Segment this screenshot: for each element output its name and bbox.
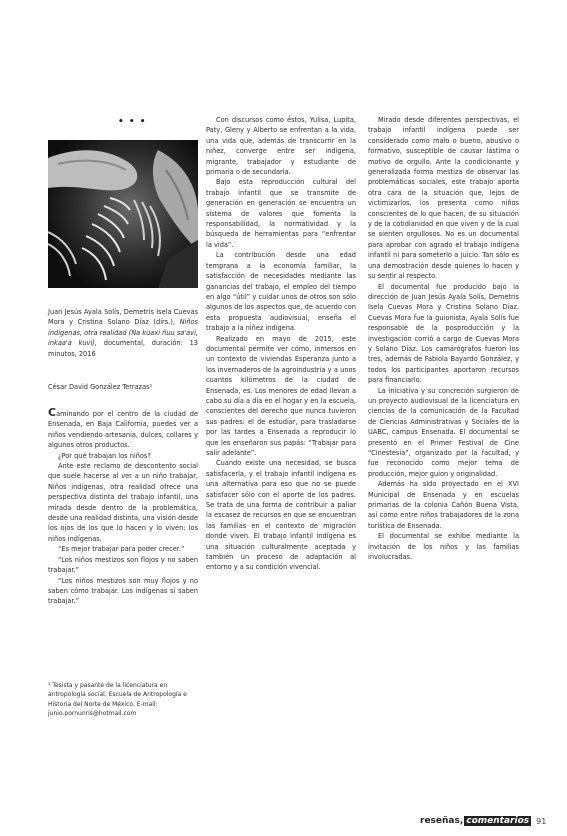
- paragraph: Ante este reclamo de descontento social que suele hacerse al ver a un niño trabajar, Niños indígenas, otra realidad ofrece una perspectiva distinta del trabajo infantil, una mirada desde dentro de la problemática, desde una realidad distinta, una visión desde los ojos de los que lo hacen y lo viven: los niños indígenas.: [48, 462, 198, 543]
- column-1: [48, 408, 198, 607]
- documentary-title: Niños indígenas, otra realidad (Na kuaxi ñuu sa'avi, inkaa'a kuvi),: [48, 318, 198, 348]
- quote: “Es mejor trabajar para poder crecer.”: [58, 545, 185, 554]
- paragraph: El documental se exhibe mediante la invitación de los niños y las familias involucradas.: [368, 532, 519, 562]
- section-label: reseñas,: [420, 816, 464, 826]
- review-author: César David González Terrazas¹: [48, 383, 153, 391]
- documentary-photo: [48, 140, 198, 288]
- paragraph: Cuando existe una necesidad, se busca satisfacerla, y el trabajo infantil indígena es una alternativa para eso que no se puede satisfacer sólo con el aporte de los padres. Se trata de una forma de contribuir a paliar la escasez de recursos en que se encuentran las familias en el contexto de migración donde viven. El trabajo infantil indígena es una situación culturalmente aceptada y también un proceso de adaptación al entorno y a su condición vivencial.: [206, 459, 356, 572]
- hands-weaving-image: [48, 140, 198, 288]
- quote: “Los niños mestizos son flojos y no saben trabajar.”: [48, 555, 198, 575]
- paragraph: La contribución desde una edad temprana a la economía familiar, la satisfacción de necesidades mediante las ganancias del trabajo, el empleo del tiempo en algo “útil” y cuidar unos de otros son sólo algunos de los aspectos que, de acuerdo con esta propuesta audiovisual, enseña el trabajo a la niñez indígena.: [206, 251, 356, 333]
- credit-duration: documental, duración: 13 minutos, 2016: [48, 339, 198, 358]
- footnote: ¹ Tesista y pasante de la licenciatura en antropología social, Escuela de Antropología e Historia del Norte de México. E-mail: junio.pornunris@hotmail.com: [48, 682, 187, 718]
- column-3: [368, 115, 519, 562]
- credit-directors: Juan Jesús Ayala Solís, Demetris Isela Cuevas Mora y Cristina Solano Díaz (dirs.),: [48, 308, 198, 327]
- page-number: 91: [536, 816, 547, 826]
- paragraph: Mirado desde diferentes perspectivas, el trabajo infantil indígena puede ser considerado como malo o bueno, abusivo o formativo, susceptible de causar lástima o motivo de orgullo. Ante la condicionante y generalizada forma mestiza de observar las problemáticas sociales, este trabajo aporta otra cara de la situación que, lejos de victimizarlos, los presenta como niños conscientes de lo que hacen, de su situación y de la cotidianidad en que viven y de la cual se sienten orgullosos. No es un documental para aprobar con agrado el trabajo indígena infantil ni para someterlo a juicio. Tan sólo es una demostración desde quienes lo hacen y su sentir al respecto.: [368, 116, 519, 281]
- paragraph: El documental fue producido bajo la dirección de Juan Jesús Ayala Solís, Demetris Isela Cuevas Mora y Cristina Solano Díaz. Cuevas Mora fue la guionista, Ayala Solís fue responsable de la posproducción y la investigación corrió a cargo de Cuevas Mora y Solano Díaz. Los camarógrafos fueron los tres, además de Fabiola Bayardo González, y todos los participantes aportaron recursos para financiarlo.: [368, 282, 519, 385]
- ornament-dots: • • •: [118, 117, 147, 127]
- paragraph: Con discursos como éstos, Yulisa, Lupita, Paty, Gleny y Alberto se enfrentan a la vida, una vida que, además de transcurrir en la niñez, converge entre ser indígena, migrante, trabajador y estudiante de primaria o de secundaria.: [206, 116, 356, 177]
- page-footer: [420, 815, 546, 827]
- paragraph: Bajo esta reproducción cultural del trabajo infantil que se transmite de generación en generación se encuentra un sistema de valores que fomenta la responsabilidad, la normatividad y la búsqueda de herramientas para “enfrentar la vida”.: [206, 178, 356, 249]
- documentary-credits: [48, 307, 198, 359]
- paragraph: Caminando por el centro de la ciudad de Ensenada, en Baja California, puedes ver a niños vendiendo artesanía, dulces, collares y algunos otros productos.: [48, 406, 198, 450]
- column-2: [206, 115, 356, 573]
- paragraph: ¿Por qué trabajan los niños?: [58, 451, 151, 460]
- paragraph: La iniciativa y su concreción surgieron de un proyecto audiovisual de la licenciatura en ciencias de la comunicación de la Facultad de Ciencias Administrativas y Sociales de la UABC, campus Ensenada. El documental se presentó en el Primer Festival de Cine “Cinestesia”, organizado por la facultad, y fue reconocido como mejor tema de producción, mejor guion y originalidad.: [368, 386, 519, 478]
- quote: “Los niños mestizos son muy flojos y no saben cómo trabajar. Los indígenas sí saben trabajar.”: [48, 576, 198, 606]
- paragraph: Además ha sido proyectado en el XVI Municipal de Ensenada y en escuelas primarias de la colonia Cañón Buena Vista, así como entre niños trabajadores de la zona turística de Ensenada.: [368, 480, 519, 530]
- paragraph: Realizado en mayo de 2015, este documental permite ver cómo, inmersos en un contexto de viviendas Esperanza junto a los invernaderos de la agroindustria y a unos cuantos kilómetros de la ciudad de Ensenada, es. Los menores de edad llevan a cabo su día a día en el hogar y en la escuela, conscientes del derecho que nunca tuvieron sus padres: el de estudiar, para trasladarse por las tardes a Ensenada a reproducir lo que les enseñaron sus papás: “Trabajar para salir adelante”.: [206, 334, 356, 457]
- subsection-label: comentarios: [466, 816, 530, 826]
- drop-cap: C: [48, 406, 57, 419]
